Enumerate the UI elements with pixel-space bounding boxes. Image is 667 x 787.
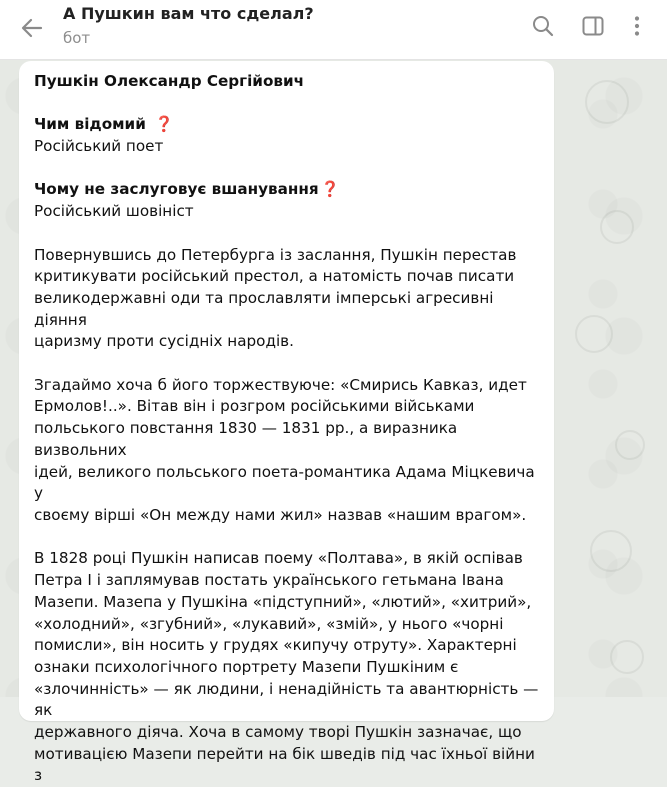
text-line: великодержавні оди та прославляти імперські агресивні діяння [34,288,494,329]
text-line: Петра І і заплямував постать українського гетьмана Івана [34,571,504,590]
search-button[interactable] [529,12,557,40]
text-line: ознаки психологічного портрету Мазепи Пушкіним є [34,657,459,676]
back-button[interactable] [14,10,50,46]
text-line: «холодний», «згубний», «лукавий», «змій», у нього «чорні [34,614,504,633]
background-doodle [610,640,644,674]
sidebar-toggle-icon [581,14,605,38]
paragraph-return [34,245,540,354]
spacer [34,158,540,180]
text-line: польського повстання 1830 — 1831 рр., а виразника визвольних [34,419,458,459]
spacer [34,353,540,375]
why-not-honored-label: Чому не заслуговує вшанування [34,180,319,199]
background-doodle [600,210,634,244]
text-line: царизму проти сусідніх народів. [34,332,294,351]
why-not-honored-heading [34,179,540,201]
chat-status: бот [63,29,91,47]
question-mark-icon: ❓ [320,180,340,199]
text-line: Мазепи. Мазепа у Пушкіна «підступний», «лютий», «хитрий», [34,592,532,611]
text-line: Згадаймо хоча б його торжествуюче: «Смирись Кавказ, идет [34,375,527,394]
why-not-honored-value: Російський шовініст [34,202,194,221]
more-menu-button[interactable] [623,12,651,40]
background-doodle [575,315,613,353]
paragraph-poltava [34,548,540,787]
text-line: державного діяча. Хоча в самому творі Пушкін зазначає, що [34,723,522,742]
message-bubble [19,61,554,785]
text-line: критикувати російський престол, а натомість почав писати [34,267,515,286]
search-icon [531,14,555,38]
known-for-value: Російський поет [34,137,164,156]
chat-header [0,0,667,60]
more-vertical-icon [625,14,649,38]
text-line: В 1828 році Пушкін написав поему «Полтава», в якій оспівав [34,549,523,568]
text-line: Ермолов!..». Вітав він і розгром російськими військами [34,397,475,416]
text-line: Повернувшись до Петербурга із заслання, Пушкін перестав [34,245,517,264]
spacer [34,527,540,549]
background-doodle [615,430,645,460]
spacer [34,93,540,115]
person-name: Пушкін Олександр Сергійович [34,72,305,90]
text-line: «злочинність» — як людини, і ненадійність та авантюрність — як [34,679,539,720]
paragraph-caucasus [34,375,540,527]
question-mark-icon: ❓ [154,115,174,134]
text-line: мотивацією Мазепи перейти на бік шведів під час їхньої війни з [34,744,535,785]
text-line: своєму вірші «Он между нами жил» назвав «нашим врагом». [34,506,527,524]
background-doodle [585,80,629,124]
arrow-left-icon [21,17,43,39]
background-doodle [590,530,632,572]
chat-title[interactable]: А Пушкин вам что сделал? [63,4,314,23]
text-line: помисли», він носить у грудях «кипучу отруту». Характерні [34,636,517,655]
spacer [34,223,540,245]
known-for-label: Чим відомий [34,115,146,134]
known-for-heading [34,114,540,136]
sidebar-toggle-button[interactable] [579,12,607,40]
text-line: ідей, великого польського поета-романтика Адама Міцкевича у [34,462,535,503]
